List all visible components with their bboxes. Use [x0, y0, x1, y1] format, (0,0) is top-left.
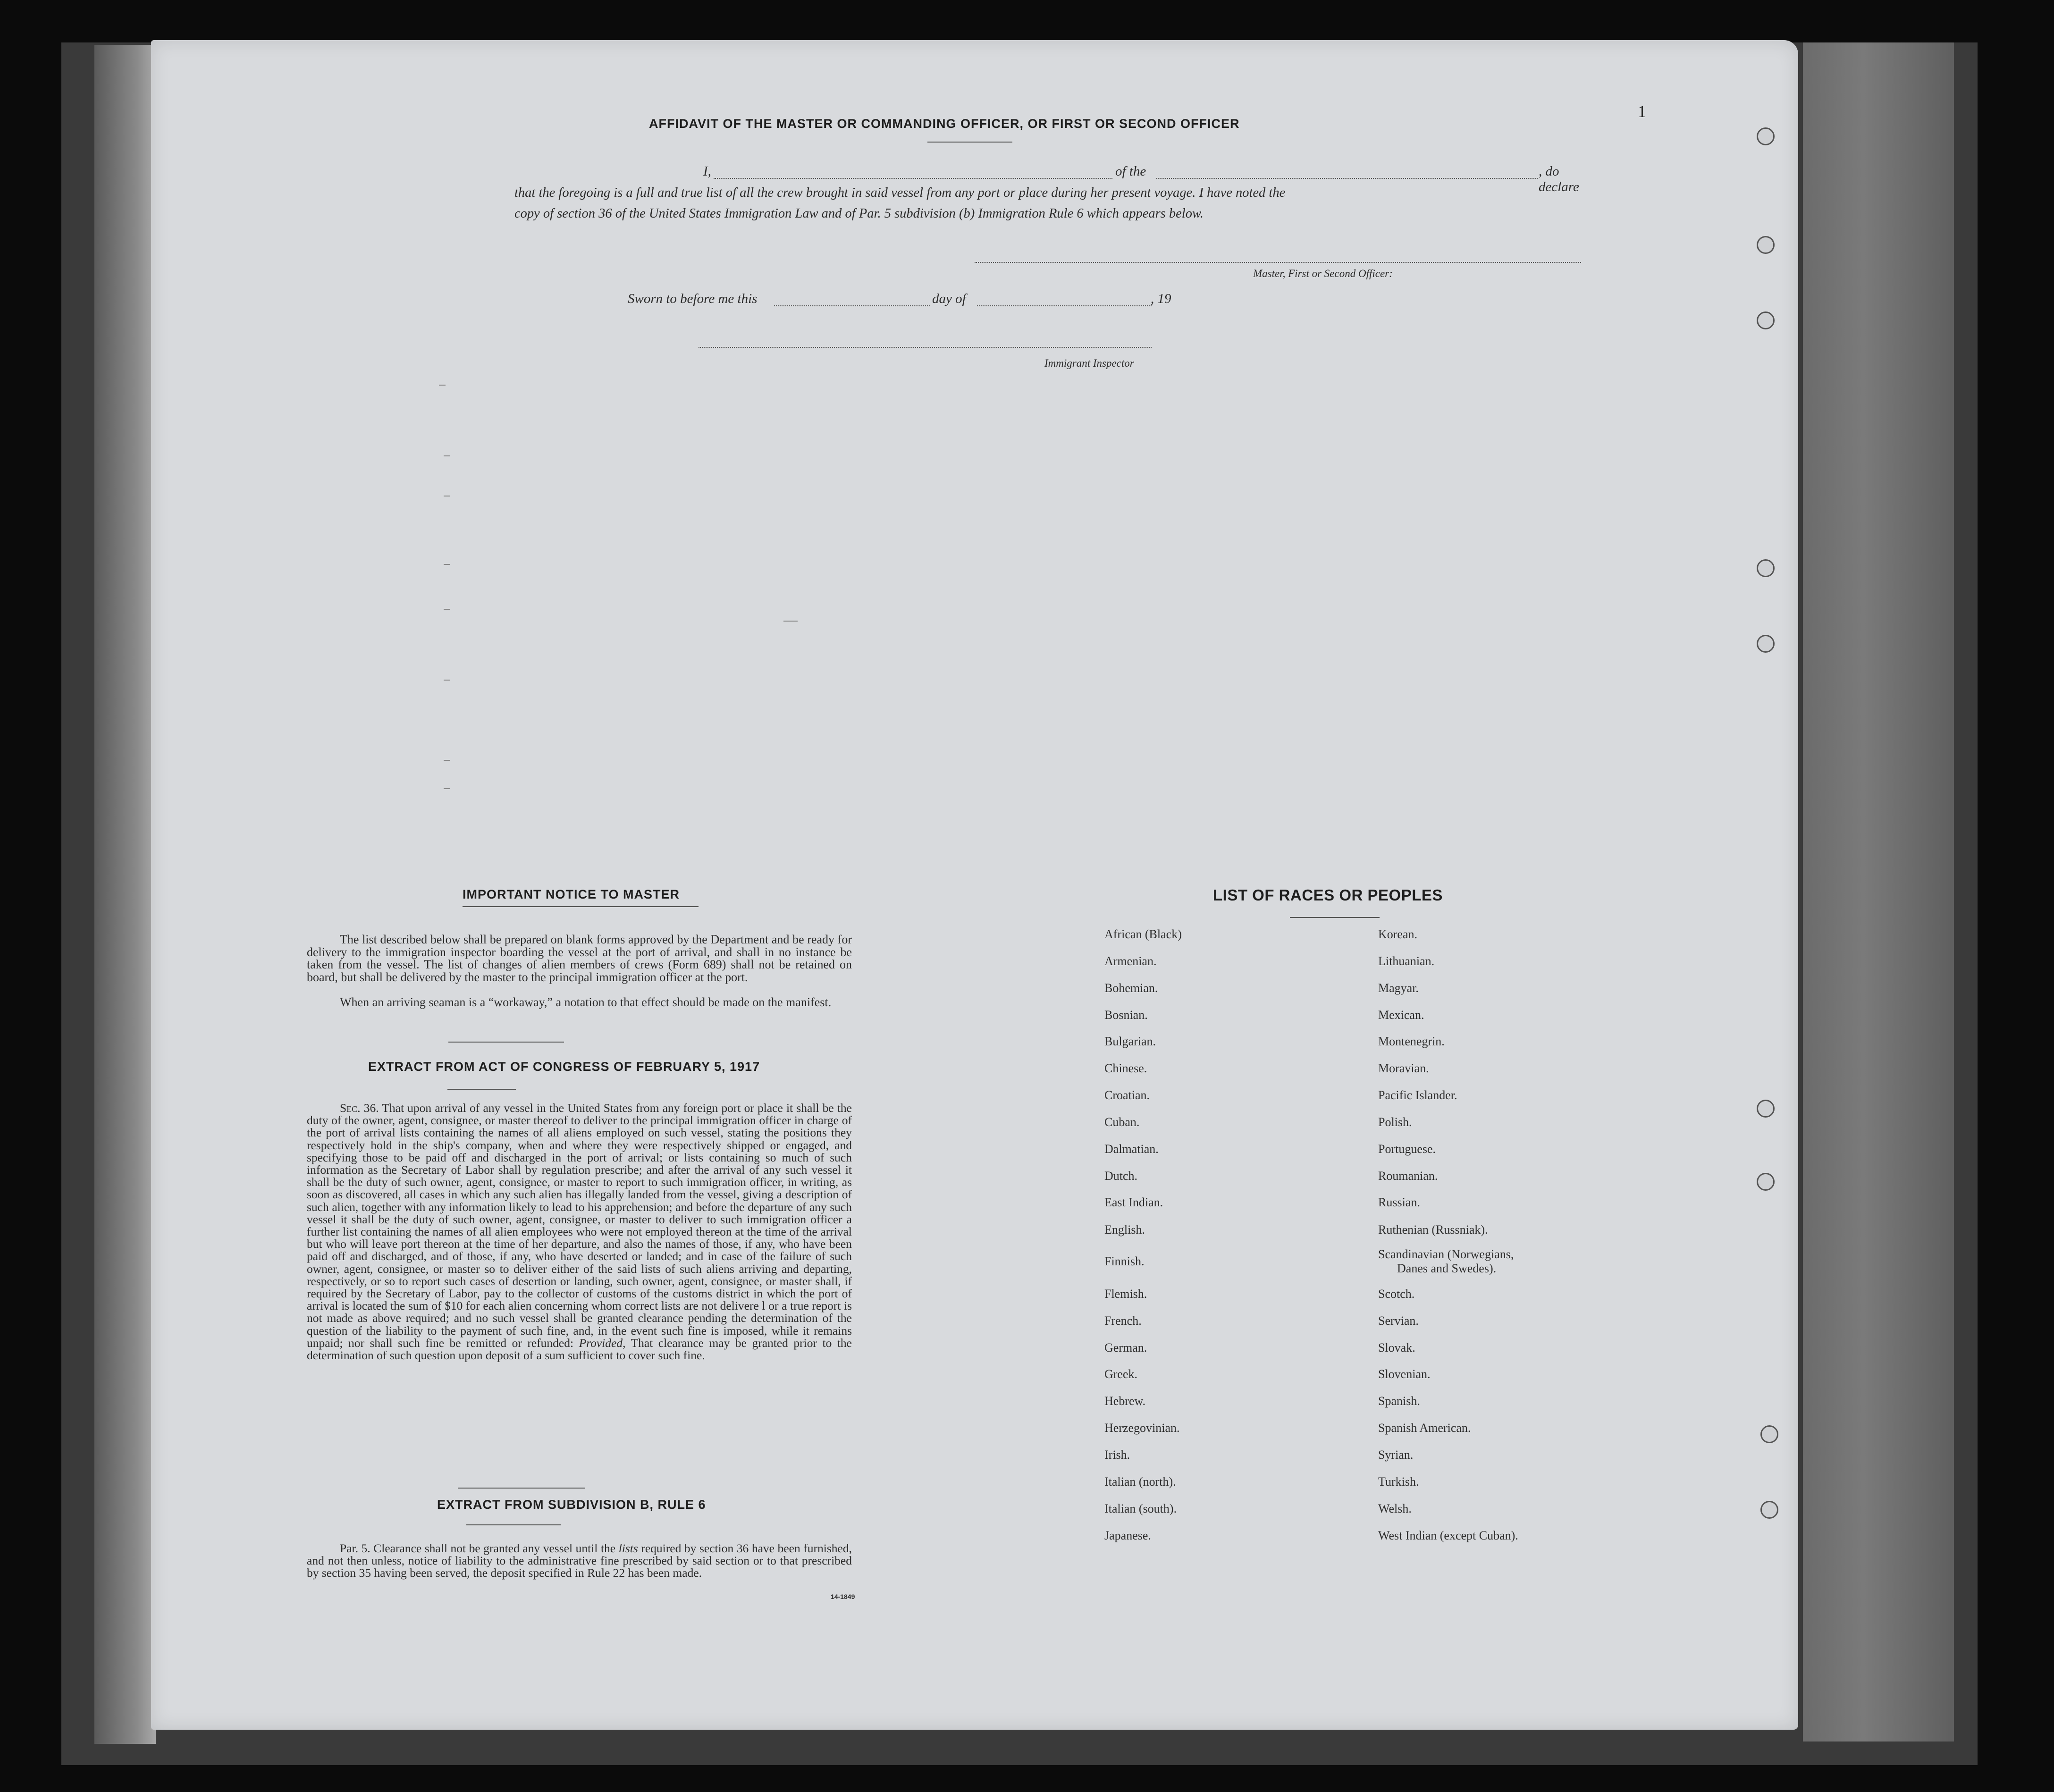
- binder-right-cover: [1803, 42, 1954, 1742]
- notice-title-rule: [463, 906, 699, 907]
- extract-rule-body-b: required by section 36 have been furnished, and not then unless, notice of liability to the administrative fine prescribed by said section or to that prescribed by section 35 having been served, the deposit specified in Rule 22 has been made.: [307, 1541, 852, 1580]
- notice-body-p1: The list described below shall be prepared on blank forms approved by the Department and be ready for delivery to the immigration inspector boarding the vessel at the port of arrival, and shall in no instance be taken from the vessel. The list of changes of alien members of crews (Form 689) shall not be retained on board, but shall be delivered by the master to the principal immigration officer at the port.: [307, 933, 852, 984]
- binder-left-edge: [94, 45, 156, 1744]
- race-item-left: Italian (south).: [1104, 1502, 1177, 1515]
- race-item-left: French.: [1104, 1314, 1142, 1328]
- race-item-right-continuation: Danes and Swedes).: [1397, 1262, 1497, 1275]
- race-item-right: Welsh.: [1378, 1502, 1412, 1515]
- race-item-right: Montenegrin.: [1378, 1035, 1445, 1048]
- extract-rule-body: [307, 1542, 852, 1580]
- extract-rule-body-a: Par. 5. Clearance shall not be granted any vessel until the: [340, 1541, 616, 1555]
- binder-hole: [1760, 1425, 1778, 1443]
- race-item-left: Finnish.: [1104, 1254, 1145, 1268]
- race-item-right: Polish.: [1378, 1115, 1412, 1129]
- binder-hole: [1757, 311, 1775, 329]
- sworn-month-field[interactable]: [977, 305, 1152, 306]
- race-item-right: Scotch.: [1378, 1287, 1415, 1301]
- race-item-right: Spanish.: [1378, 1394, 1420, 1408]
- race-item-right: Spanish American.: [1378, 1421, 1471, 1435]
- affidavit-declare-label: , do declare: [1539, 164, 1579, 194]
- master-name-field[interactable]: [714, 178, 1112, 179]
- extract-act-provided: Provided,: [579, 1336, 626, 1350]
- extract-act-title: EXTRACT FROM ACT OF CONGRESS OF FEBRUARY 5, 1917: [368, 1060, 760, 1074]
- sworn-prefix: Sworn to before me this: [628, 291, 758, 306]
- sworn-year: , 19: [1151, 291, 1171, 306]
- race-item-right: Russian.: [1378, 1195, 1420, 1209]
- binder-hole: [1757, 236, 1775, 254]
- affidavit-title-rule: [927, 142, 1012, 143]
- race-item-left: Irish.: [1104, 1448, 1130, 1462]
- extract-act-body-text: That upon arrival of any vessel in the United States from any foreign port or place it shall be the duty of the owner, agent, consignee, or master thereof to deliver to the principal immigration officer in charge of the port of arrival lists containing the names of all aliens employed on such vessel, stating the positions they respectively hold in the ship's company, when and where they were respectively shipped or engaged, and specifying those to be paid off and discharged in the port of arrival; or lists containing so much of such information as the Secretary of Labor shall by regulation prescribe; and after the arrival of any such vessel it shall be the duty of such owner, agent, consignee, or master to report to such immigration officer, in writing, as soon as discovered, all cases in which any such alien has illegally landed from the vessel, giving a description of such alien, together with any information likely to lead to his apprehension; and before the departure of any such vessel it shall be the duty of such owner, agent, consignee, or master to deliver to such immigration officer a further list containing the names of all alien employees who were not employed thereon at the time of the arrival but who will leave port thereon at the time of her departure, and also the names of those, if any, who have been paid off and discharged, and of those, if any, who have deserted or landed; and in case of the failure of such owner, agent, consignee, or master so to deliver either of the said lists of such aliens arriving and departing, respectively, or so to report such cases of desertion or landing, such owner, agent, consignee, or master shall, if required by the Secretary of Labor, pay to the collector of customs of the customs district in which the port of arrival is located the sum of $10 for each alien concerning whom correct lists are not delivere l or a true report is not made as above required; and no such vessel shall be granted clearance pending the determination of the question of the liability to the payment of such fine, and, in the event such fine is imposed, while it remains unpaid; nor shall such fine be remitted or refunded:: [307, 1101, 852, 1350]
- race-item-left: Bosnian.: [1104, 1008, 1148, 1022]
- notice-body-p2: When an arriving seaman is a “workaway,” a notation to that effect should be made on the manifest.: [340, 995, 832, 1009]
- race-item-right: Magyar.: [1378, 981, 1419, 995]
- race-item-left: African (Black): [1104, 927, 1182, 941]
- race-item-right: Roumanian.: [1378, 1169, 1438, 1183]
- notice-body-2: [307, 996, 852, 1009]
- race-item-right: Scandinavian (Norwegians,: [1378, 1247, 1514, 1261]
- scan-mark: [444, 680, 450, 681]
- extract-rule-rule: [466, 1524, 561, 1525]
- scan-mark: [783, 621, 798, 622]
- extract-act-body: [307, 1102, 852, 1362]
- notice-body: [307, 934, 852, 984]
- binder-hole: [1757, 1173, 1775, 1191]
- binder-hole: [1760, 1501, 1778, 1519]
- form-number: 14-1849: [831, 1593, 855, 1600]
- scan-mark: [444, 609, 450, 610]
- master-signature-field[interactable]: [975, 262, 1581, 263]
- race-item-right: Turkish.: [1378, 1475, 1419, 1489]
- race-item-right: Servian.: [1378, 1314, 1419, 1328]
- section-divider: [458, 1488, 585, 1489]
- race-item-left: Dutch.: [1104, 1169, 1138, 1183]
- extract-act-body-tail: That clearance may be granted prior to the determination of such question upon deposit of a sum sufficient to cover such fine.: [307, 1336, 852, 1363]
- section-divider: [448, 1042, 564, 1043]
- race-item-left: Greek.: [1104, 1367, 1138, 1381]
- race-item-left: Herzegovinian.: [1104, 1421, 1180, 1435]
- scan-mark: [444, 760, 450, 761]
- binder-hole: [1757, 127, 1775, 145]
- race-item-left: Dalmatian.: [1104, 1142, 1159, 1156]
- race-item-left: Croatian.: [1104, 1088, 1150, 1102]
- race-item-right: Lithuanian.: [1378, 954, 1435, 968]
- affidavit-title: AFFIDAVIT OF THE MASTER OR COMMANDING OFFICER, OR FIRST OR SECOND OFFICER: [649, 117, 1240, 131]
- scan-mark: [439, 385, 446, 386]
- document-page: [151, 40, 1798, 1730]
- affidavit-of-the-label: of the: [1115, 164, 1146, 179]
- races-right-column: [1378, 927, 1661, 1598]
- extract-act-sec-label: Sec. 36.: [340, 1101, 379, 1115]
- race-item-right: Syrian.: [1378, 1448, 1414, 1462]
- notice-title: IMPORTANT NOTICE TO MASTER: [463, 887, 680, 901]
- sworn-day-field[interactable]: [774, 305, 930, 306]
- race-item-right: Slovenian.: [1378, 1367, 1431, 1381]
- race-item-right: Moravian.: [1378, 1061, 1429, 1075]
- sworn-line: [628, 291, 1288, 310]
- scan-mark: [444, 788, 450, 789]
- extract-rule-title: EXTRACT FROM SUBDIVISION B, RULE 6: [437, 1498, 706, 1512]
- affidavit-line3: copy of section 36 of the United States Immigration Law and of Par. 5 subdivision (b) Immigration Rule 6 which appears below.: [514, 206, 1204, 221]
- race-item-right: Portuguese.: [1378, 1142, 1436, 1156]
- vessel-name-field[interactable]: [1156, 178, 1538, 179]
- affidavit-i-label: I,: [703, 164, 711, 179]
- binder-hole: [1757, 635, 1775, 653]
- scan-mark: [444, 455, 450, 456]
- race-item-right: Korean.: [1378, 927, 1418, 941]
- race-item-left: Hebrew.: [1104, 1394, 1146, 1408]
- scan-mark: [444, 564, 450, 565]
- binder-hole: [1757, 559, 1775, 577]
- affidavit-line2: that the foregoing is a full and true list of all the crew brought in said vessel from any port or place during her present voyage. I have noted the: [514, 185, 1286, 200]
- race-item-left: Chinese.: [1104, 1061, 1147, 1075]
- race-item-left: Armenian.: [1104, 954, 1157, 968]
- race-item-left: Japanese.: [1104, 1529, 1151, 1542]
- inspector-signature-field[interactable]: [699, 347, 1152, 348]
- page-mark: 1: [1638, 102, 1646, 121]
- race-item-right: Pacific Islander.: [1378, 1088, 1457, 1102]
- race-item-left: Italian (north).: [1104, 1475, 1176, 1489]
- race-item-right: West Indian (except Cuban).: [1378, 1529, 1518, 1542]
- master-signature-label: Master, First or Second Officer:: [1253, 268, 1393, 279]
- race-item-left: Cuban.: [1104, 1115, 1140, 1129]
- races-left-column: [1104, 927, 1369, 1598]
- races-title-rule: [1290, 917, 1380, 918]
- binder-hole: [1757, 1100, 1775, 1118]
- extract-rule-lists: lists: [618, 1541, 638, 1555]
- inspector-label: Immigrant Inspector: [1044, 357, 1134, 369]
- race-item-right: Mexican.: [1378, 1008, 1424, 1022]
- sworn-day-of: day of: [932, 291, 966, 306]
- race-item-left: Bohemian.: [1104, 981, 1158, 995]
- race-item-left: East Indian.: [1104, 1195, 1163, 1209]
- race-item-left: English.: [1104, 1223, 1145, 1237]
- race-item-right: Ruthenian (Russniak).: [1378, 1223, 1488, 1237]
- race-item-left: German.: [1104, 1341, 1147, 1355]
- races-title: LIST OF RACES OR PEOPLES: [1213, 886, 1443, 904]
- race-item-right: Slovak.: [1378, 1341, 1415, 1355]
- race-item-left: Flemish.: [1104, 1287, 1147, 1301]
- race-item-left: Bulgarian.: [1104, 1035, 1156, 1048]
- extract-act-rule: [447, 1089, 516, 1090]
